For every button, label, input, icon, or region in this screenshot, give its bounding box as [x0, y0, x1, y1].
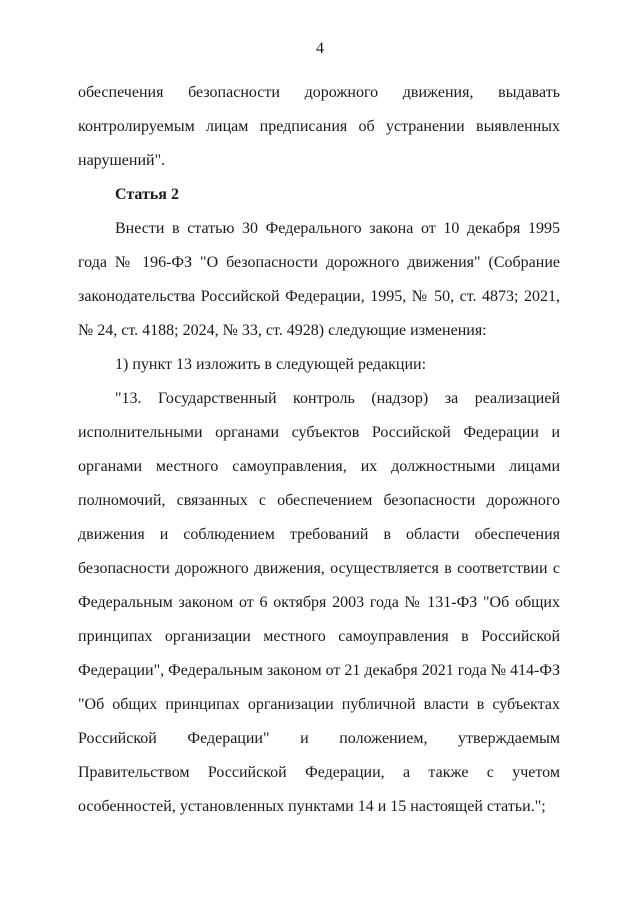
paragraph-item-1: 1) пункт 13 изложить в следующей редакции:	[115, 356, 427, 373]
document-body	[78, 76, 560, 824]
paragraph-amendment-intro: Внести в статью 30 Федерального закона от 10 декабря 1995 года № 196-ФЗ "О безопасности дорожного движения" (Собрание законодательства Российской Федерации, 1995, № 50, ст. 4873; 2021, № 24, ст. 4188; 2024, № 33, ст. 4928) следующие изменения:	[78, 220, 560, 339]
paragraph-point-13: "13. Государственный контроль (надзор) за реализацией исполнительными органами субъектов Российской Федерации и органами местного самоуправления, их должностными лицами полномочий, связанных с обеспечением безопасности дорожного движения и соблюдением требований в области обеспечения безопасности дорожного движения, осуществляется в соответствии с Федеральным законом от 6 октября 2003 года № 131-ФЗ "Об общих принципах организации местного самоуправления в Российской Федерации", Федеральным законом от 21 декабря 2021 года № 414-ФЗ "Об общих принципах организации публичной власти в субъектах Российской Федерации" и положением, утверждаемым Правительством Российской Федерации, а также с учетом особенностей, установленных пунктами 14 и 15 настоящей статьи.";	[78, 390, 560, 815]
article-heading: Статья 2	[115, 186, 179, 203]
paragraph-continuation: обеспечения безопасности дорожного движения, выдавать контролируемым лицам предписания об устранении выявленных нарушений".	[78, 84, 560, 169]
page-number: 4	[316, 40, 324, 57]
